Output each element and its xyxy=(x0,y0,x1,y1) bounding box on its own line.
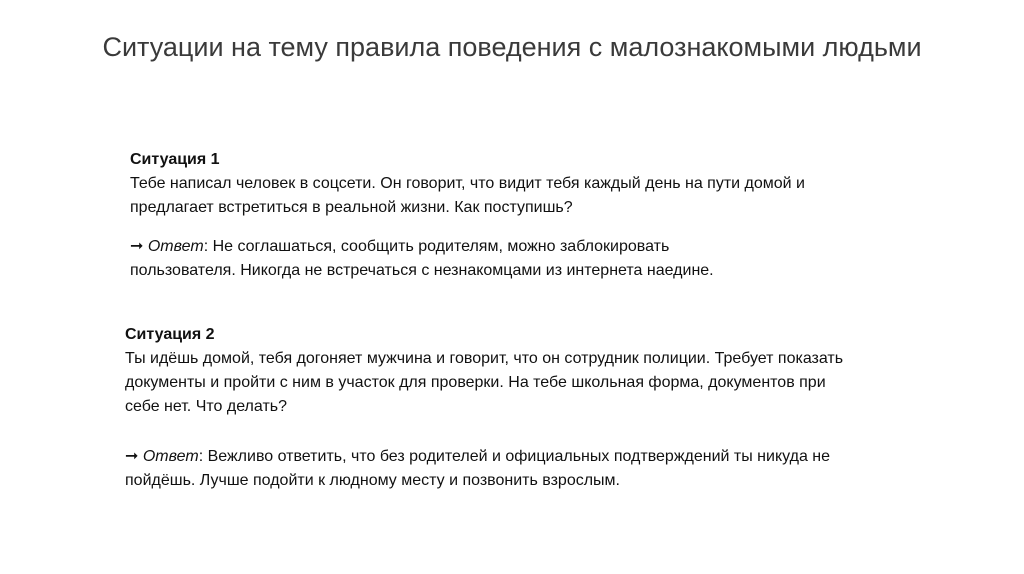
answer-2-text: : Вежливо ответить, что без родителей и официальных подтверждений ты никуда не пойдёшь. Лучше подойти к людному месту и позвонить взрослым. xyxy=(125,448,831,489)
answer-1-label: Ответ xyxy=(147,238,204,255)
situation-2-block xyxy=(125,323,845,419)
slide-title: Ситуации на тему правила поведения с малознакомыми людьми xyxy=(102,32,922,62)
situation-1-block xyxy=(130,148,890,220)
situation-1-answer xyxy=(130,235,770,283)
situation-2-heading: Ситуация 2 xyxy=(125,326,215,343)
situation-1-heading: Ситуация 1 xyxy=(130,151,220,168)
situation-1-text: Тебе написал человек в соцсети. Он говорит, что видит тебя каждый день на пути домой и предлагает встретиться в реальной жизни. Как поступишь? xyxy=(130,175,805,216)
arrow-right-icon: ➞ xyxy=(125,448,139,465)
answer-1-text: : Не соглашаться, сообщить родителям, можно заблокировать пользователя. Никогда не встречаться с незнакомцами из интернета наедине. xyxy=(130,238,714,279)
situation-2-answer xyxy=(125,445,895,493)
answer-2-label: Ответ xyxy=(142,448,199,465)
situation-2-text: Ты идёшь домой, тебя догоняет мужчина и говорит, что он сотрудник полиции. Требует показать документы и пройти с ним в участок для проверки. На тебе школьная форма, документов при себе нет. Что делать? xyxy=(125,350,844,415)
arrow-right-icon: ➞ xyxy=(130,238,144,255)
